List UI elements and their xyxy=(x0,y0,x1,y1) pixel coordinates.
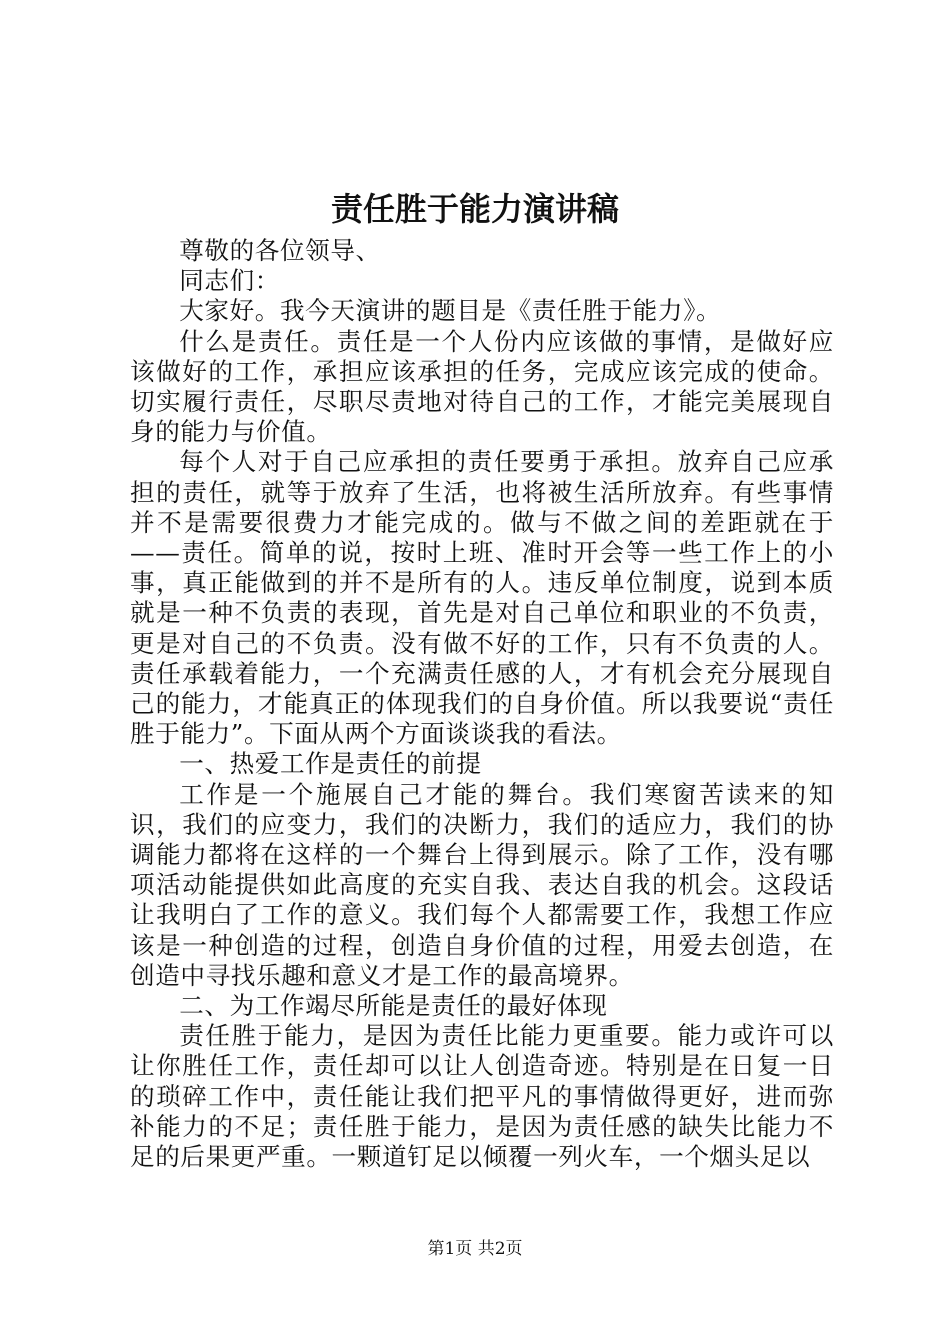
greeting-paragraph: 大家好。我今天演讲的题目是《责任胜于能力》。 xyxy=(179,296,722,326)
salutation-line-1: 尊敬的各位领导、 xyxy=(179,236,381,265)
document-title: 责任胜于能力演讲稿 xyxy=(330,190,619,228)
section-heading-1: 一、热爱工作是责任的前提 xyxy=(179,749,482,779)
document-body xyxy=(130,236,834,1172)
section-heading-2: 二、为工作竭尽所能是责任的最好体现 xyxy=(179,991,608,1021)
page-number-footer: 第1页 共2页 xyxy=(427,1239,523,1259)
body-paragraph: 责任胜于能力，是因为责任比能力更重要。能力或许可以让你胜任工作，责任却可以让人创造奇迹。特别是在日复一日的琐碎工作中，责任能让我们把平凡的事情做得更好，进而弥补能力的不足；责任胜于能力，是因为责任感的缺失比能力不足的后果更严重。一颗道钉足以倾覆一列火车，一个烟头足以 xyxy=(130,1021,834,1172)
salutation-line-2: 同志们： xyxy=(179,266,280,296)
body-paragraph: 每个人对于自己应承担的责任要勇于承担。放弃自己应承担的责任，就等于放弃了生活，也将被生活所放弃。有些事情并不是需要很费力才能完成的。做与不做之间的差距就在于——责任。简单的说，按时上班、准时开会等一些工作上的小事，真正能做到的并不是所有的人。违反单位制度，说到本质就是一种不负责的表现，首先是对自己单位和职业的不负责，更是对自己的不负责。没有做不好的工作，只有不负责的人。责任承载着能力，一个充满责任感的人，才有机会充分展现自己的能力，才能真正的体现我们的自身价值。所以我要说“责任胜于能力”。下面从两个方面谈谈我的看法。 xyxy=(130,447,834,749)
body-paragraph: 什么是责任。责任是一个人份内应该做的事情，是做好应该做好的工作，承担应该承担的任务，完成应该完成的使命。切实履行责任，尽职尽责地对待自己的工作，才能完美展现自身的能力与价值。 xyxy=(130,326,834,447)
body-paragraph: 工作是一个施展自己才能的舞台。我们寒窗苦读来的知识，我们的应变力，我们的决断力，我们的适应力，我们的协调能力都将在这样的一个舞台上得到展示。除了工作，没有哪项活动能提供如此高度的充实自我、表达自我的机会。这段话让我明白了工作的意义。我们每个人都需要工作，我想工作应该是一种创造的过程，创造自身价值的过程，用爱去创造，在创造中寻找乐趣和意义才是工作的最高境界。 xyxy=(130,779,834,990)
